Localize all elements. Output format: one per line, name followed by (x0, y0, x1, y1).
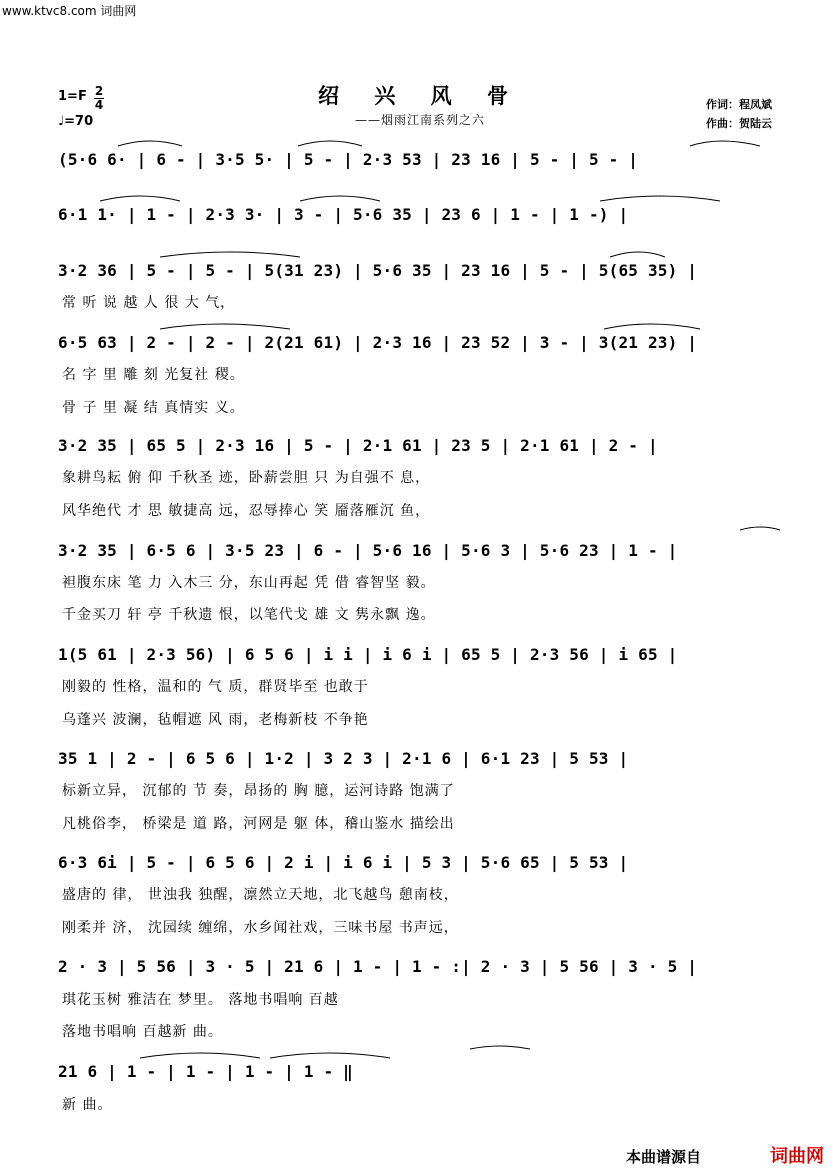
key-signature: 1=F (58, 89, 87, 104)
lyric-line-5-2: 风华绝代 才 思 敏捷高 远，忍辱捧心 笑 靥落雁沉 鱼， (62, 503, 431, 519)
lyric-line-6-2: 千金买刀 轩 亭 千秋遗 恨，以笔代戈 雄 文 隽永飘 逸。 (62, 607, 436, 623)
composer-credit: 作曲：贺陆云 (706, 117, 772, 130)
lyric-line-10-2: 落地书唱响 百越新 曲。 (62, 1024, 223, 1040)
lyric-line-4-1: 名 字 里 雕 刻 光复社 稷。 (62, 367, 245, 383)
lyric-line-7-2: 乌蓬兴 波澜，毡帽遮 风 雨，老梅新枝 不争艳 (62, 712, 369, 728)
song-title: 绍 兴 风 骨 (318, 83, 522, 108)
site-url[interactable]: www.ktvc8.com 词曲网 (2, 4, 137, 18)
lyric-line-6-1: 袒腹东床 笔 力 入木三 分，东山再起 凭 借 睿智坚 毅。 (62, 575, 436, 591)
time-signature-top: 2 (94, 84, 104, 98)
song-subtitle: ——烟雨江南系列之六 (354, 113, 485, 127)
lyric-line-5-1: 象耕鸟耘 俯 仰 千秋圣 迹，卧薪尝胆 只 为自强不 息， (62, 470, 431, 486)
quarter-note-icon: ♩ (58, 114, 65, 129)
lyric-line-8-1: 标新立异， 沉郁的 节 奏，昂扬的 胸 臆，运河诗路 饱满了 (62, 783, 455, 799)
score-line-7: 1(5 61 | 2·3 56) | 6 5 6 | i i | i 6 i | 65 5 | 2·3 56 | i 65 | (58, 645, 678, 664)
score-line-3: 3·2 36 | 5 - | 5 - | 5(31 23) | 5·6 35 | 23 16 | 5 - | 5(65 35) | (58, 261, 698, 280)
lyric-line-7-1: 刚毅的 性格，温和的 气 质，群贤毕至 也敢于 (62, 679, 369, 695)
lyric-line-9-1: 盛唐的 律， 世浊我 独醒，凛然立天地，北飞越鸟 憩南枝， (62, 887, 459, 903)
score-line-2: 6·1 1· | 1 - | 2·3 3· | 3 - | 5·6 35 | 23 6 | 1 - | 1 -) | (58, 205, 629, 224)
score-line-11: 21 6 | 1 - | 1 - | 1 - | 1 - ‖ (58, 1062, 353, 1081)
tempo-value: =70 (64, 114, 94, 129)
source-note: 本曲谱源自 (626, 1148, 702, 1166)
time-signature-bottom: 4 (94, 98, 104, 112)
lyric-line-10-1: 琪花玉树 雅洁在 梦里。 落地书唱响 百越 (62, 992, 339, 1008)
score-line-8: 35 1 | 2 - | 6 5 6 | 1·2 | 3 2 3 | 2·1 6 | 6·1 23 | 5 53 | (58, 749, 629, 768)
lyric-line-8-2: 凡桃俗李， 桥梁是 道 路，河网是 躯 体，稽山鉴水 描绘出 (62, 816, 455, 832)
score-line-6: 3·2 35 | 6·5 6 | 3·5 23 | 6 - | 5·6 16 | 5·6 3 | 5·6 23 | 1 - | (58, 541, 678, 560)
lyric-line-9-2: 刚柔并 济， 沈园续 缠绵，水乡闻社戏，三味书屋 书声远， (62, 920, 459, 936)
lyric-line-11-1: 新 曲。 (62, 1097, 113, 1113)
site-logo[interactable]: 词曲网 (770, 1146, 824, 1167)
lyric-line-3-1: 常 听 说 越 人 很 大 气， (62, 295, 236, 311)
lyricist-credit: 作词：程凤斌 (706, 98, 772, 111)
lyric-line-4-2: 骨 子 里 凝 结 真情实 义。 (62, 400, 245, 416)
score-line-5: 3·2 35 | 65 5 | 2·3 16 | 5 - | 2·1 61 | 23 5 | 2·1 61 | 2 - | (58, 436, 658, 455)
score-line-9: 6·3 6i | 5 - | 6 5 6 | 2 i | i 6 i | 5 3 | 5·6 65 | 5 53 | (58, 853, 629, 872)
score-line-10: 2 · 3 | 5 56 | 3 · 5 | 21 6 | 1 - | 1 - :| 2 · 3 | 5 56 | 3 · 5 | (58, 957, 698, 976)
score-line-1: (5·6 6· | 6 - | 3·5 5· | 5 - | 2·3 53 | 23 16 | 5 - | 5 - | (58, 150, 639, 169)
score-line-4: 6·5 63 | 2 - | 2 - | 2(21 61) | 2·3 16 | 23 52 | 3 - | 3(21 23) | (58, 333, 698, 352)
